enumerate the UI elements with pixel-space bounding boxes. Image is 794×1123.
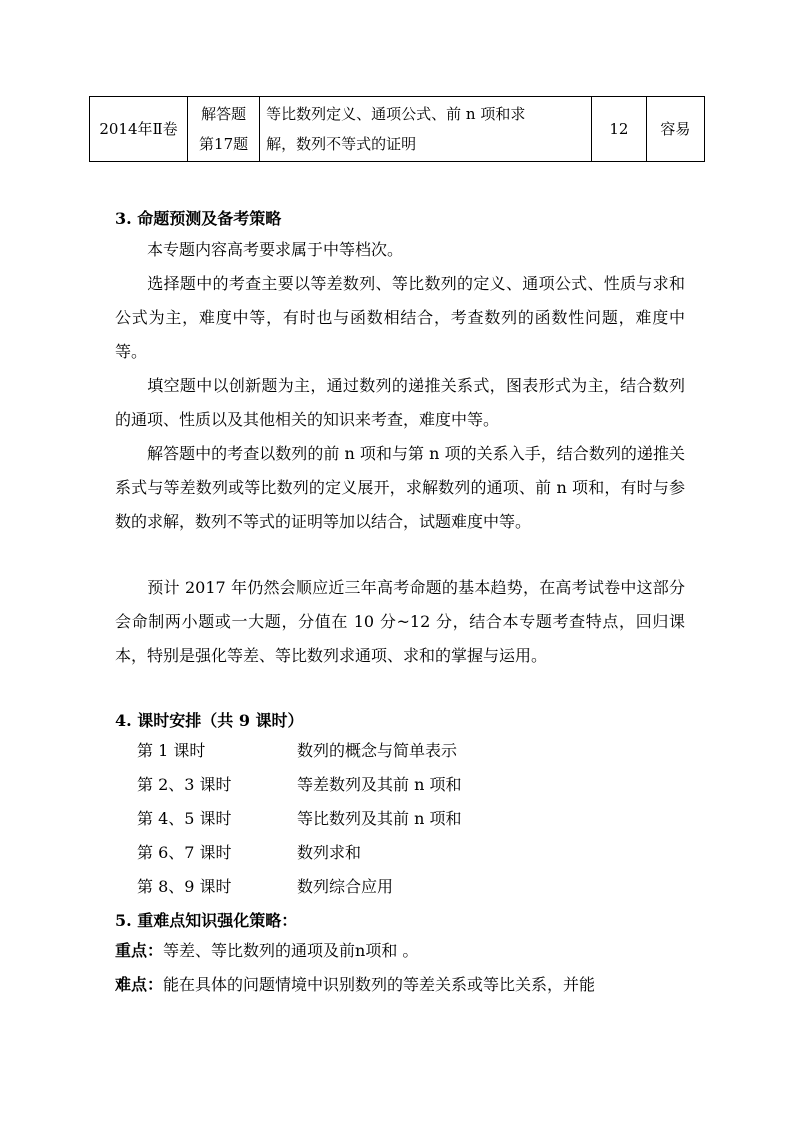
score-cell <box>592 97 646 162</box>
schedule-lesson: 第 2、3 课时 <box>137 775 232 794</box>
question-type-line2: 第17题 <box>199 135 249 153</box>
schedule-topic: 数列求和 <box>297 843 362 862</box>
content-line1: 等比数列定义、通项公式、前 n 项和求 <box>266 105 526 123</box>
schedule-lesson: 第 8、9 课时 <box>137 877 232 896</box>
difficulty-text: 容易 <box>660 120 691 138</box>
key-point <box>115 934 685 968</box>
schedule-topic: 等比数列及其前 n 项和 <box>297 809 462 828</box>
year-text: 2014年Ⅱ卷 <box>99 120 178 138</box>
content-line2: 解，数列不等式的证明 <box>266 135 417 153</box>
paragraph-2 <box>115 267 685 369</box>
difficult-point <box>115 968 685 1002</box>
table-row <box>90 97 705 162</box>
paragraph-1 <box>115 233 685 267</box>
difficult-point-label: 难点： <box>115 975 164 994</box>
question-type-cell <box>188 97 260 162</box>
paragraph-3-text: 填空题中以创新题为主，通过数列的递推关系式，图表形式为主，结合数列的通项、性质以及其他相关的知识来考查，难度中等。 <box>115 376 685 429</box>
schedule-list <box>137 734 461 904</box>
schedule-lesson: 第 4、5 课时 <box>137 809 232 828</box>
paragraph-2-text: 选择题中的考查主要以等差数列、等比数列的定义、通项公式、性质与求和公式为主，难度中等，有时也与函数相结合，考查数列的函数性问题，难度中等。 <box>115 274 685 361</box>
key-point-text: 等差、等比数列的通项及前n项和 。 <box>163 941 419 960</box>
paragraph-4-text: 解答题中的考查以数列的前 n 项和与第 n 项的关系入手，结合数列的递推关系式与等差数列或等比数列的定义展开，求解数列的通项、前 n 项和，有时与参数的求解，数列不等式的证明等加以结合，试题难度中等。 <box>115 444 685 531</box>
score-text: 12 <box>609 120 629 138</box>
difficulty-cell <box>646 97 704 162</box>
content-cell <box>260 97 592 162</box>
schedule-lesson: 第 1 课时 <box>137 741 206 760</box>
question-type-line1: 解答题 <box>201 105 247 123</box>
schedule-topic: 数列综合应用 <box>297 877 394 896</box>
section4-heading: 4. 课时安排（共 9 课时） <box>115 711 304 730</box>
year-cell <box>90 97 188 162</box>
paragraph-4 <box>115 437 685 539</box>
key-point-label: 重点： <box>115 941 164 960</box>
paragraph-5-text: 预计 2017 年仍然会顺应近三年高考命题的基本趋势，在高考试卷中这部分会命制两小题或一大题，分值在 10 分~12 分，结合本专题考查特点，回归课本，特别是强化等差、等比数列求通项、求和的掌握与运用。 <box>115 578 685 665</box>
schedule-item <box>137 836 461 870</box>
schedule-item <box>137 734 461 768</box>
section3-heading: 3. 命题预测及备考策略 <box>115 209 282 228</box>
schedule-item <box>137 768 461 802</box>
schedule-lesson: 第 6、7 课时 <box>137 843 232 862</box>
section5-heading: 5. 重难点知识强化策略： <box>115 911 298 930</box>
paragraph-5 <box>115 571 685 673</box>
schedule-topic: 等差数列及其前 n 项和 <box>297 775 462 794</box>
difficult-point-text: 能在具体的问题情境中识别数列的等差关系或等比关系，并能 <box>163 975 596 994</box>
paragraph-1-text: 本专题内容高考要求属于中等档次。 <box>147 240 404 259</box>
paragraph-3 <box>115 369 685 437</box>
schedule-topic: 数列的概念与简单表示 <box>297 741 458 760</box>
exam-table <box>89 96 705 162</box>
schedule-item <box>137 870 461 904</box>
schedule-item <box>137 802 461 836</box>
